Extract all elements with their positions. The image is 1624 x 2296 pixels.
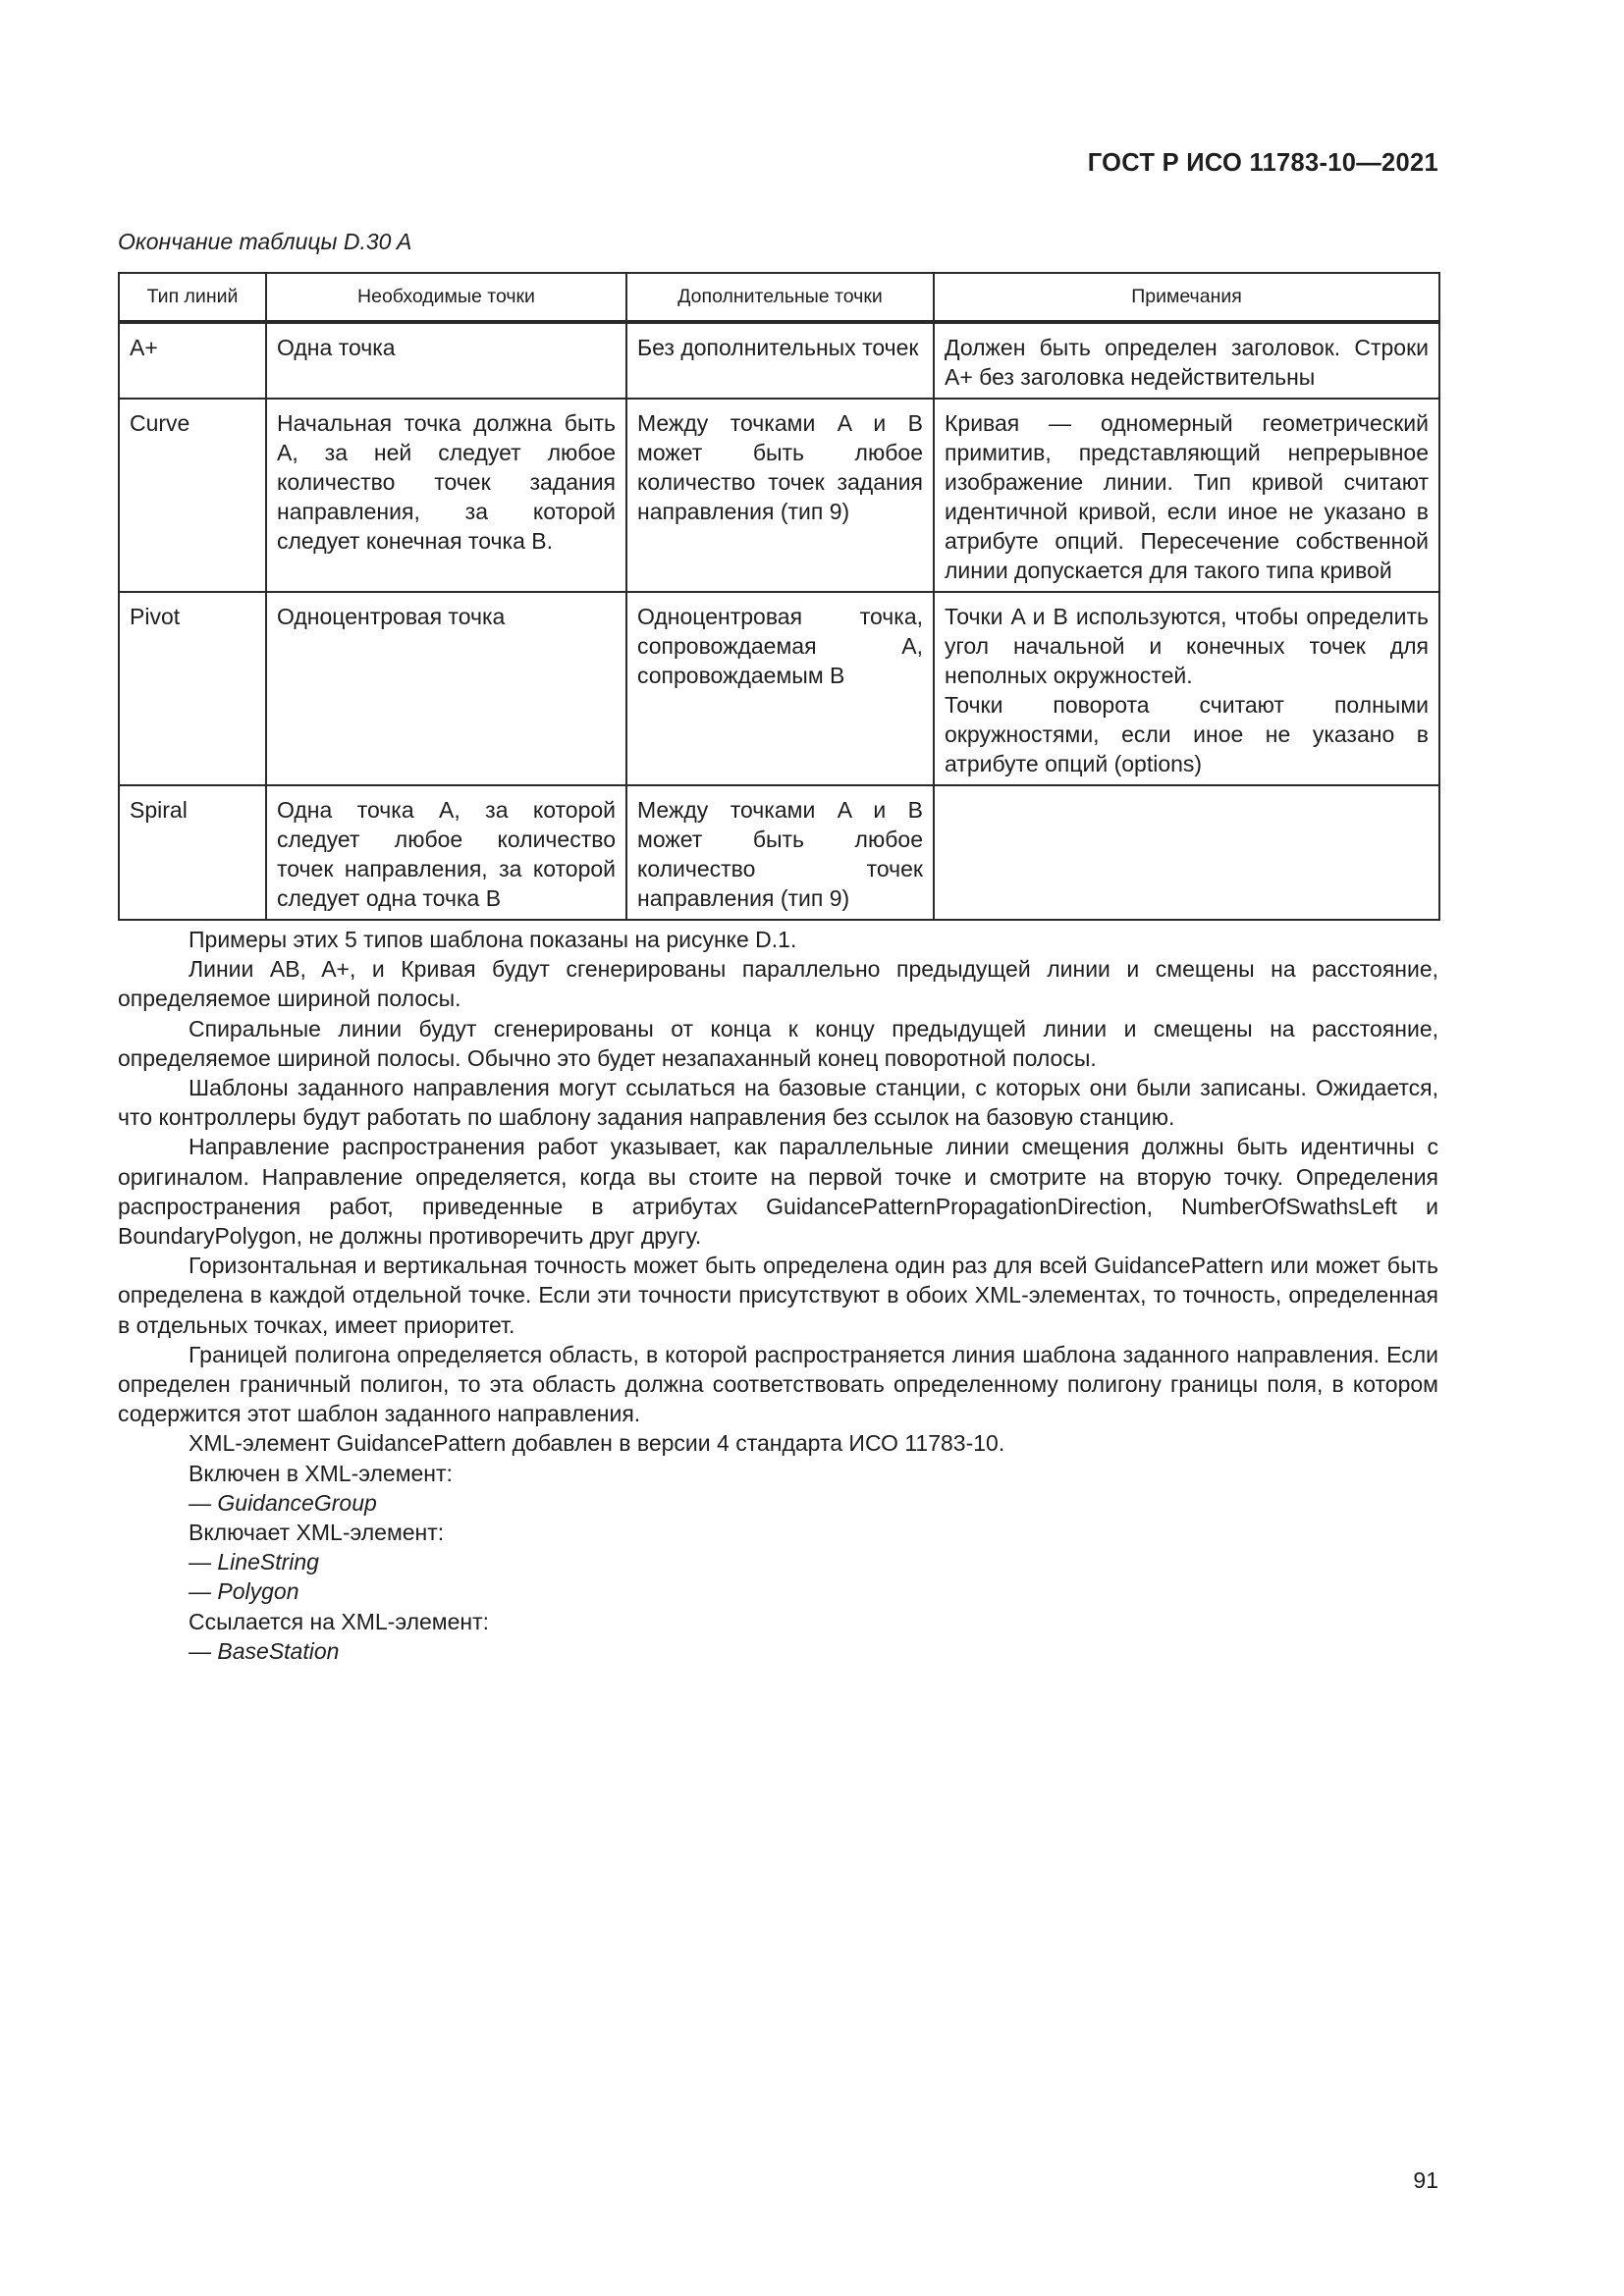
table-cell: Spiral xyxy=(119,785,266,920)
table-cell: Curve xyxy=(119,399,266,592)
note-line: Точки поворота считают полными окружностями, если иное не указано в атрибуте опций (options) xyxy=(945,692,1429,776)
included-in-label: Включен в XML-элемент: xyxy=(189,1460,453,1486)
table-cell: Должен быть определен заголовок. Строки A+ без заголовка недействительны xyxy=(934,322,1439,399)
column-header: Необходимые точки xyxy=(266,273,626,322)
column-header: Дополнительные точки xyxy=(626,273,934,322)
table-caption: Окончание таблицы D.30 A xyxy=(118,229,412,254)
table-cell: Кривая — одномерный геометрический примитив, представляющий непрерывное изображение линии. Тип кривой считают идентичной кривой, если иное не указано в атрибуте опций. Пересечение собственной линии допускается для такого типа кривой xyxy=(934,399,1439,592)
paragraph: Линии AB, A+, и Кривая будут сгенерированы параллельно предыдущей линии и смещены на расстояние, определяемое шириной полосы. xyxy=(118,956,1438,1012)
table-row xyxy=(119,785,1439,920)
body-text xyxy=(118,925,1438,1666)
table-cell: Pivot xyxy=(119,592,266,785)
column-header: Тип линий xyxy=(119,273,266,322)
paragraph: Примеры этих 5 типов шаблона показаны на рисунке D.1. xyxy=(189,927,797,952)
table-row xyxy=(119,322,1439,399)
data-table xyxy=(118,272,1440,921)
paragraph: Шаблоны заданного направления могут ссылаться на базовые станции, с которых они были записаны. Ожидается, что контроллеры будут работать по шаблону задания направления без ссылок на базовую станцию. xyxy=(118,1075,1438,1131)
table-cell: A+ xyxy=(119,322,266,399)
table-row xyxy=(119,592,1439,785)
paragraph: XML-элемент GuidancePattern добавлен в версии 4 стандарта ИСО 11783-10. xyxy=(189,1430,1005,1457)
table-cell: Между точками A и B может быть любое количество точек задания направления (тип 9) xyxy=(626,399,934,592)
table-cell: Одноцентровая точка, сопровождаемая A, сопровождаемым B xyxy=(626,592,934,785)
includes-item: — Polygon xyxy=(189,1578,299,1605)
table-cell: Между точками A и B может быть любое количество точек направления (тип 9) xyxy=(626,785,934,920)
includes-item: — LineString xyxy=(189,1549,319,1575)
table-row xyxy=(119,399,1439,592)
included-in-item: — GuidanceGroup xyxy=(189,1489,377,1516)
table-cell: Одна точка xyxy=(266,322,626,399)
paragraph: Направление распространения работ указывает, как параллельные линии смещения должны быть идентичны с оригиналом. Направление определяется, когда вы стоите на первой точке и смотрите на вторую точку. Определения распространения работ, приведенные в атрибутах GuidancePatternPropagationDirection, NumberOfSwathsLeft и BoundaryPolygon, не должны противоречить друг другу. xyxy=(118,1134,1438,1250)
references-item: — BaseStation xyxy=(189,1637,340,1664)
table-cell: Без дополнительных точек xyxy=(626,322,934,399)
column-header: Примечания xyxy=(934,273,1439,322)
paragraph: Границей полигона определяется область, в которой распространяется линия шаблона заданного направления. Если определен граничный полигон, то эта область должна соответствовать определенному полигону границы поля, в котором содержится этот шаблон заданного направления. xyxy=(118,1341,1438,1427)
note-line: Точки A и B используются, чтобы определить угол начальной и конечных точек для неполных окружностей. xyxy=(945,604,1429,688)
table-cell: Одна точка A, за которой следует любое количество точек направления, за которой следует одна точка B xyxy=(266,785,626,920)
table-cell: Начальная точка должна быть A, за ней следует любое количество точек задания направления, за которой следует конечная точка B. xyxy=(266,399,626,592)
table-cell xyxy=(934,592,1439,785)
table-cell: Одноцентровая точка xyxy=(266,592,626,785)
paragraph: Горизонтальная и вертикальная точность может быть определена один раз для всей GuidancePattern или может быть определена в каждой отдельной точке. Если эти точности присутствуют в обоих XML-элементах, то точность, определенная в отдельных точках, имеет приоритет. xyxy=(118,1253,1438,1338)
includes-label: Включает XML-элемент: xyxy=(189,1520,445,1546)
page-number: 91 xyxy=(1413,2167,1438,2193)
table-header-row xyxy=(119,273,1439,322)
document-header: ГОСТ Р ИСО 11783-10—2021 xyxy=(1087,149,1438,177)
paragraph: Спиральные линии будут сгенерированы от конца к концу предыдущей линии и смещены на расстояние, определяемое шириной полосы. Обычно это будет незапаханный конец поворотной полосы. xyxy=(118,1015,1438,1071)
references-label: Ссылается на XML-элемент: xyxy=(189,1608,490,1634)
table-cell xyxy=(934,785,1439,920)
